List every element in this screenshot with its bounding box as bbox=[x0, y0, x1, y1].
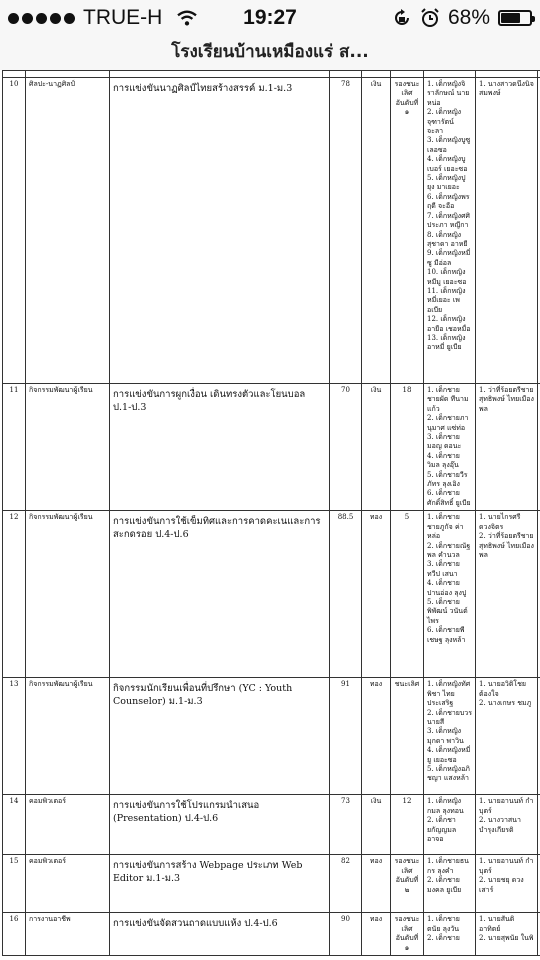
student-name: 3. เด็กหญิงบูซู เลอซอ bbox=[427, 136, 471, 154]
teacher-name: 2. นายชยุ ดวงเสาร์ bbox=[479, 876, 524, 894]
status-bar bbox=[0, 0, 540, 36]
students-cell bbox=[424, 913, 476, 956]
category-cell: คอมพิวเตอร์ bbox=[26, 795, 110, 855]
student-name: 6. เด็กหญิงพรฤดี จะอือ bbox=[427, 192, 470, 211]
score-cell: 88.5 bbox=[330, 511, 362, 678]
student-name: 2. เด็กชายณัฐพล คำนวล bbox=[427, 541, 471, 559]
table-row bbox=[3, 384, 540, 511]
students-cell bbox=[424, 78, 476, 384]
score-cell: 70 bbox=[330, 384, 362, 511]
student-name: 2. เด็กชาย bbox=[427, 934, 460, 943]
teachers-cell bbox=[476, 795, 538, 855]
row-number: 13 bbox=[3, 678, 26, 795]
students-cell bbox=[424, 678, 476, 795]
student-name: 2. เด็กหญิงจุฑารัตน์ จะลา bbox=[427, 108, 462, 136]
category-cell: คอมพิวเตอร์ bbox=[26, 855, 110, 913]
teacher-name: 1. นายไกรศรี ดวงจิตร bbox=[479, 513, 521, 531]
student-name: 11. เด็กหญิงหมี่เยอะ เพอเบีย bbox=[427, 286, 466, 314]
students-cell bbox=[424, 511, 476, 678]
results-table bbox=[2, 70, 540, 956]
medal-cell: ทอง bbox=[362, 855, 391, 913]
medal-cell: เงิน bbox=[362, 78, 391, 384]
score-cell: 82 bbox=[330, 855, 362, 913]
teacher-name: 1. นางสาวดนึงนิจ สมพงษ์ bbox=[479, 80, 534, 98]
teachers-cell bbox=[476, 913, 538, 956]
battery-fill bbox=[501, 13, 520, 23]
rank-cell: รองชนะเลิศ อันดับที่ ๑ bbox=[391, 78, 424, 384]
rank-cell: รองชนะเลิศ อันดับที่ ๒ bbox=[391, 855, 424, 913]
teachers-cell bbox=[476, 678, 538, 795]
student-name: 4. เด็กชายปานอ่อง ลุงปู bbox=[427, 579, 467, 597]
rank-cell: รองชนะเลิศ อันดับที่ ๑ bbox=[391, 913, 424, 956]
student-name: 1. เด็กชายชายภูกัจ ค่าหล่อ bbox=[427, 513, 464, 541]
student-name: 2. เด็กชายบวร นายสี bbox=[427, 708, 472, 726]
student-name: 13. เด็กหญิงอาหมี่ ยูเบีย bbox=[427, 333, 466, 352]
teacher-name: 1. นายอานนท์ กำบุตร์ bbox=[479, 857, 534, 875]
student-name: 1. เด็กชายชายผัด ทีนามแก้ว bbox=[427, 386, 469, 413]
medal-cell: เงิน bbox=[362, 795, 391, 855]
clock: 19:27 bbox=[243, 6, 297, 29]
document-view[interactable] bbox=[0, 70, 540, 960]
page-title: โรงเรียนบ้านเหมืองแร่ ส... bbox=[171, 42, 369, 62]
student-name: 2. เด็กชายภานุมาศ แซ่ท่อ bbox=[427, 414, 469, 432]
teacher-name: 1. นายสันติ อาทิตย์ bbox=[479, 915, 515, 933]
row-number: 11 bbox=[3, 384, 26, 511]
competition-cell: กิจกรรมนักเรียนเพื่อนที่ปรึกษา (YC : Youth Counselor) ม.1-ม.3 bbox=[110, 678, 330, 795]
student-name: 1. เด็กหญิงกมล ลุงทอน bbox=[427, 797, 464, 815]
competition-cell: การแข่งขันนาฏศิลป์ไทยสร้างสรรค์ ม.1-ม.3 bbox=[110, 78, 330, 384]
alarm-icon bbox=[420, 8, 440, 28]
competition-cell: การแข่งขันการสร้าง Webpage ประเภท Web Editor ม.1-ม.3 bbox=[110, 855, 330, 913]
students-cell bbox=[424, 795, 476, 855]
medal-cell: ทอง bbox=[362, 913, 391, 956]
battery-icon bbox=[498, 10, 532, 26]
navigation-bar bbox=[0, 36, 540, 71]
student-name: 2. เด็กชายมงคล ยูเบีย bbox=[427, 876, 462, 894]
student-name: 1. เด็กชายธนกร ลุงคำ bbox=[427, 857, 469, 875]
rank-cell: 5 bbox=[391, 511, 424, 678]
student-name: 7. เด็กหญิงศศิประภา หญีกา bbox=[427, 211, 470, 230]
student-name: 3. เด็กหญิงมุกดา พาวิน bbox=[427, 727, 464, 745]
student-name: 3. เด็กชายมอญ ดอนะ bbox=[427, 433, 462, 451]
row-number: 16 bbox=[3, 913, 26, 956]
teacher-name: 1. ว่าที่ร้อยตรีชายสุทธิพงษ์ ไทยเมืองพล bbox=[479, 386, 534, 413]
rank-cell: 18 bbox=[391, 384, 424, 511]
table-row bbox=[3, 795, 540, 855]
carrier-name: TRUE-H bbox=[83, 6, 163, 29]
row-number: 15 bbox=[3, 855, 26, 913]
student-name: 5. เด็กหญิงปูยุง มาเยอะ bbox=[427, 174, 466, 192]
battery-percent: 68% bbox=[447, 6, 490, 29]
table-row bbox=[3, 913, 540, 956]
teachers-cell bbox=[476, 511, 538, 678]
category-cell: กิจกรรมพัฒนาผู้เรียน bbox=[26, 511, 110, 678]
score-cell: 78 bbox=[330, 78, 362, 384]
student-name: 1. เด็กหญิงทัศพิชา ไทยประเสริฐ bbox=[427, 680, 471, 708]
student-name: 6. เด็กชายศักดิ์สิทธิ์ ยูเบีย bbox=[427, 489, 471, 507]
students-cell bbox=[424, 384, 476, 511]
score-cell: 91 bbox=[330, 678, 362, 795]
medal-cell: ทอง bbox=[362, 678, 391, 795]
teacher-name: 2. นางวาสนา บำรุงเกียรติ bbox=[479, 816, 521, 834]
competition-cell: การแข่งขันการใช้เข็มทิศและการคาดคะเนและการสะกดรอย ป.4-ป.6 bbox=[110, 511, 330, 678]
row-number: 12 bbox=[3, 511, 26, 678]
teacher-name: 2. นางเกษร ชมภู bbox=[479, 699, 532, 708]
medal-cell: ทอง bbox=[362, 511, 391, 678]
teachers-cell bbox=[476, 855, 538, 913]
row-number: 14 bbox=[3, 795, 26, 855]
score-cell: 73 bbox=[330, 795, 362, 855]
category-cell: ศิลปะ-นาฏศิลป์ bbox=[26, 78, 110, 384]
rank-cell: ชนะเลิศ bbox=[391, 678, 424, 795]
competition-cell: การแข่งขันการใช้โปรแกรมนำเสนอ (Presentation) ป.4-ป.6 bbox=[110, 795, 330, 855]
table-row-partial bbox=[3, 71, 540, 78]
teachers-cell bbox=[476, 384, 538, 511]
category-cell: การงานอาชีพ bbox=[26, 913, 110, 956]
rank-cell: 12 bbox=[391, 795, 424, 855]
student-name: 9. เด็กหญิงหมี่ซู มีอ่อล bbox=[427, 249, 471, 267]
competition-cell: การแข่งขันการผูกเงื่อน เดินทรงตัวและโยนบอล ป.1-ป.3 bbox=[110, 384, 330, 511]
student-name: 2. เด็กชายกัญญมล อาจอ bbox=[427, 816, 457, 843]
student-name: 12. เด็กหญิงอายือ เชอหมื่อ bbox=[427, 315, 471, 333]
teachers-cell bbox=[476, 78, 538, 384]
rotation-lock-icon bbox=[392, 8, 412, 28]
student-name: 8. เด็กหญิงสุชาดา อาหยี bbox=[427, 230, 468, 248]
teacher-name: 1. นายอานนท์ กำบุตร์ bbox=[479, 797, 534, 815]
student-name: 5. เด็กหญิงอภิชญา แสงหล้า bbox=[427, 764, 470, 783]
teacher-name: 2. ว่าที่ร้อยตรีชายสุทธิพงษ์ ไทยเมืองพล bbox=[479, 532, 534, 559]
student-name: 4. เด็กชายวิมล ลุงอุ๊น bbox=[427, 451, 460, 470]
competition-cell: การแข่งขันจัดสวนถาดแบบแห้ง ป.4-ป.6 bbox=[110, 913, 330, 956]
medal-cell: เงิน bbox=[362, 384, 391, 511]
table-row bbox=[3, 855, 540, 913]
student-name: 1. เด็กหญิงจิราลักษณ์ นายหน่อ bbox=[427, 80, 470, 107]
row-number: 10 bbox=[3, 78, 26, 384]
students-cell bbox=[424, 855, 476, 913]
teacher-name: 2. นายสุพนัย ในพิ bbox=[479, 934, 534, 943]
table-row bbox=[3, 511, 540, 678]
student-name: 4. เด็กหญิงบูเบอร์ เยอะซอ bbox=[427, 155, 468, 173]
student-name: 10. เด็กหญิงหมีมู เยอะซอ bbox=[427, 268, 467, 286]
student-name: 3. เด็กชายทวีป เสนา bbox=[427, 560, 460, 578]
table-row bbox=[3, 78, 540, 384]
student-name: 1. เด็กชายตนัย ลุงวัน bbox=[427, 915, 460, 933]
student-name: 5. เด็กชายวีรภัทร ลุงเอิง bbox=[427, 470, 468, 489]
table-row bbox=[3, 678, 540, 795]
student-name: 5. เด็กชายพิพัฒน์ วนันต์ไพร bbox=[427, 597, 468, 625]
category-cell: กิจกรรมพัฒนาผู้เรียน bbox=[26, 678, 110, 795]
student-name: 6. เด็กชายพีเชษฐ ลุงหล้า bbox=[427, 626, 466, 644]
category-cell: กิจกรรมพัฒนาผู้เรียน bbox=[26, 384, 110, 511]
teacher-name: 1. นายอวิติโชย ต้องใจ bbox=[479, 680, 527, 698]
student-name: 4. เด็กหญิงหมี่ยู เยอะซอ bbox=[427, 746, 471, 764]
score-cell: 90 bbox=[330, 913, 362, 956]
